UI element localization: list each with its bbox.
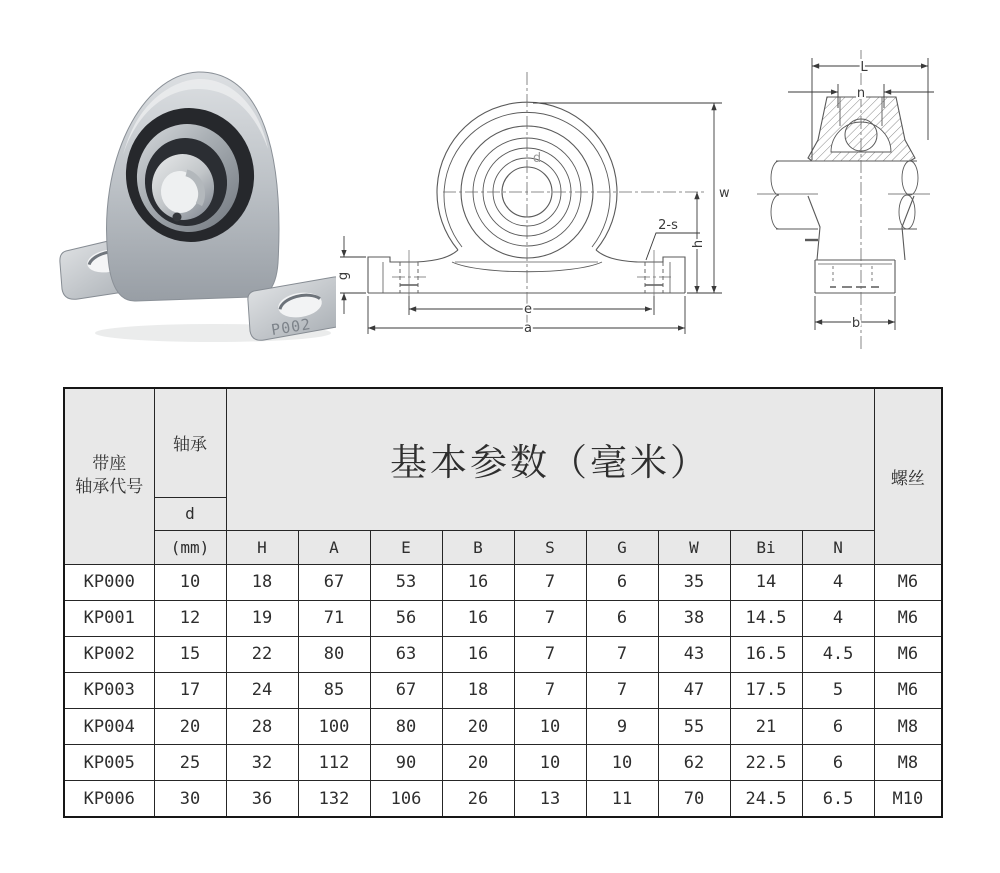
param-header-row [64, 530, 942, 564]
cell-value: 6 [802, 709, 874, 745]
cell-code: KP000 [64, 564, 154, 600]
cell-value: 16 [442, 600, 514, 636]
dim-label-w: w [719, 186, 730, 201]
table-row-KP005 [64, 745, 942, 781]
product-photo-figure [48, 45, 336, 347]
cell-value: 20 [442, 745, 514, 781]
header-code-column [64, 388, 154, 564]
cell-value: 56 [370, 600, 442, 636]
cell-value: 16.5 [730, 636, 802, 672]
front-view-drawing [335, 55, 755, 355]
cell-value: 6 [802, 745, 874, 781]
dim-label-h: h [691, 239, 706, 249]
cell-d: 10 [154, 564, 226, 600]
table-row-KP002 [64, 636, 942, 672]
front-view-outline [368, 102, 685, 293]
bearing-cap-section [808, 97, 915, 161]
cell-value: 6.5 [802, 781, 874, 817]
cell-d: 30 [154, 781, 226, 817]
cell-d: 20 [154, 709, 226, 745]
cell-value: 43 [658, 636, 730, 672]
cell-value: 11 [586, 781, 658, 817]
cell-d: 17 [154, 672, 226, 708]
header-code-line1: 带座 [92, 454, 127, 475]
header-bearing: 轴承 [154, 388, 226, 497]
cell-value: 63 [370, 636, 442, 672]
cell-value: 80 [370, 709, 442, 745]
cell-code: KP003 [64, 672, 154, 708]
cell-value: 20 [442, 709, 514, 745]
cell-d: 25 [154, 745, 226, 781]
cell-value: 17.5 [730, 672, 802, 708]
dim-label-b: b [851, 316, 861, 331]
header-param-N: N [802, 530, 874, 564]
cell-value: 16 [442, 636, 514, 672]
cell-value: 32 [226, 745, 298, 781]
dim-label-d: d [532, 151, 542, 166]
cell-value: 47 [658, 672, 730, 708]
cell-screw: M6 [874, 672, 942, 708]
cell-value: 10 [514, 745, 586, 781]
cell-value: 14.5 [730, 600, 802, 636]
pillow-block-bearing-photo [48, 45, 336, 347]
cell-screw: M8 [874, 745, 942, 781]
cell-code: KP004 [64, 709, 154, 745]
cell-value: 100 [298, 709, 370, 745]
cell-value: 132 [298, 781, 370, 817]
header-param-S: S [514, 530, 586, 564]
table-row-KP001 [64, 600, 942, 636]
cell-value: 62 [658, 745, 730, 781]
dim-label-g: g [336, 271, 351, 281]
cell-value: 71 [298, 600, 370, 636]
cell-value: 24 [226, 672, 298, 708]
table-row-KP004 [64, 709, 942, 745]
cell-value: 53 [370, 564, 442, 600]
table-row-KP006 [64, 781, 942, 817]
table-row-KP003 [64, 672, 942, 708]
header-param-G: G [586, 530, 658, 564]
spec-table [63, 387, 943, 818]
cell-value: 16 [442, 564, 514, 600]
dim-label-2s: 2-s [658, 218, 678, 233]
product-stamp: P002 [269, 315, 313, 340]
cell-value: 10 [514, 709, 586, 745]
header-param-H: H [226, 530, 298, 564]
cell-value: 21 [730, 709, 802, 745]
cell-value: 18 [442, 672, 514, 708]
cell-code: KP005 [64, 745, 154, 781]
header-screw: 螺丝 [874, 388, 942, 564]
cell-value: 36 [226, 781, 298, 817]
cell-value: 7 [514, 672, 586, 708]
cell-value: 35 [658, 564, 730, 600]
front-view-figure [335, 55, 755, 355]
cell-value: 70 [658, 781, 730, 817]
cell-value: 9 [586, 709, 658, 745]
spec-table-body [64, 564, 942, 817]
cell-value: 19 [226, 600, 298, 636]
cell-value: 18 [226, 564, 298, 600]
cell-value: 22 [226, 636, 298, 672]
cell-value: 90 [370, 745, 442, 781]
header-param-B: B [442, 530, 514, 564]
dim-label-a: a [524, 321, 532, 336]
cell-value: 80 [298, 636, 370, 672]
cell-code: KP001 [64, 600, 154, 636]
cell-value: 4 [802, 600, 874, 636]
cell-value: 22.5 [730, 745, 802, 781]
spec-table-header [64, 388, 942, 564]
header-param-E: E [370, 530, 442, 564]
header-param-Bi: Bi [730, 530, 802, 564]
header-bearing-d: d [154, 497, 226, 530]
cell-value: 85 [298, 672, 370, 708]
cell-value: 55 [658, 709, 730, 745]
cell-code: KP006 [64, 781, 154, 817]
header-group-title: 基本参数（毫米） [226, 388, 874, 530]
header-param-W: W [658, 530, 730, 564]
cell-value: 24.5 [730, 781, 802, 817]
cell-value: 26 [442, 781, 514, 817]
header-code-line2: 轴承代号 [75, 477, 144, 498]
cell-value: 7 [514, 600, 586, 636]
cell-value: 106 [370, 781, 442, 817]
cell-value: 13 [514, 781, 586, 817]
cell-value: 67 [370, 672, 442, 708]
cell-value: 7 [586, 672, 658, 708]
set-screw [173, 213, 182, 222]
header-mm-unit: (mm) [154, 530, 226, 564]
side-view-figure [750, 40, 1000, 365]
cell-value: 67 [298, 564, 370, 600]
cell-value: 38 [658, 600, 730, 636]
cell-screw: M10 [874, 781, 942, 817]
cell-value: 4 [802, 564, 874, 600]
table-row-KP000 [64, 564, 942, 600]
shaft [757, 161, 930, 229]
pedestal-base [805, 196, 914, 293]
cell-screw: M6 [874, 600, 942, 636]
cell-value: 5 [802, 672, 874, 708]
cell-value: 7 [586, 636, 658, 672]
dim-label-L: L [860, 60, 868, 75]
side-view-drawing [750, 40, 1000, 365]
cell-d: 12 [154, 600, 226, 636]
cell-value: 6 [586, 600, 658, 636]
cell-screw: M6 [874, 636, 942, 672]
cell-value: 10 [586, 745, 658, 781]
cell-screw: M6 [874, 564, 942, 600]
cell-code: KP002 [64, 636, 154, 672]
cell-value: 112 [298, 745, 370, 781]
cell-d: 15 [154, 636, 226, 672]
cell-screw: M8 [874, 709, 942, 745]
cell-value: 4.5 [802, 636, 874, 672]
cell-value: 6 [586, 564, 658, 600]
cell-value: 7 [514, 636, 586, 672]
dim-label-e: e [524, 302, 532, 317]
centerlines [392, 72, 704, 330]
dim-label-n: n [856, 86, 866, 101]
cell-value: 14 [730, 564, 802, 600]
cell-value: 28 [226, 709, 298, 745]
cell-value: 7 [514, 564, 586, 600]
header-param-A: A [298, 530, 370, 564]
